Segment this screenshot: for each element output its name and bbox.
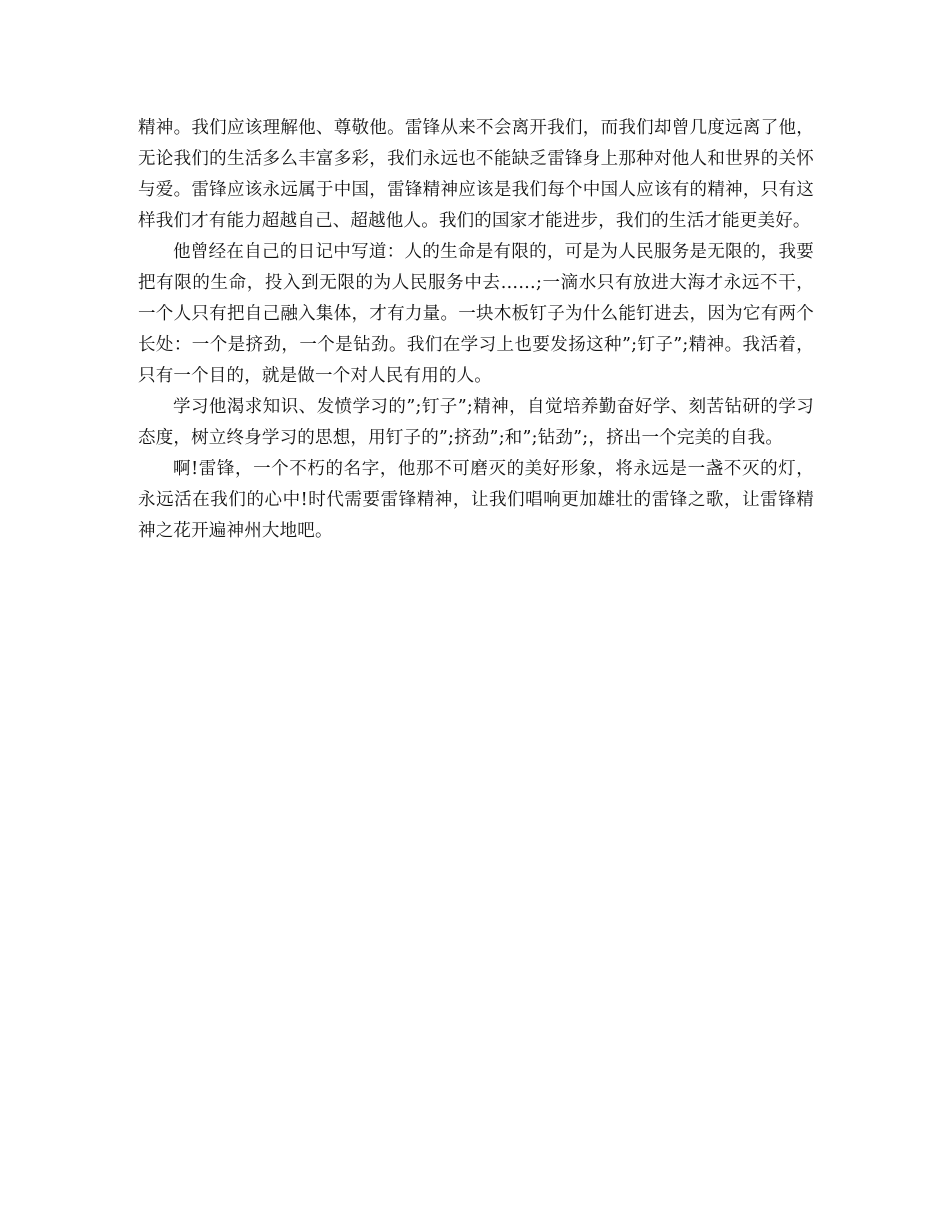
paragraph-diary-quote: 他曾经在自己的日记中写道：人的生命是有限的，可是为人民服务是无限的，我要把有限的生命，投入到无限的为人民服务中去……;一滴水只有放进大海才永远不干，一个人只有把自己融入集体，才有力量。一块木板钉子为什么能钉进去，因为它有两个长处：一个是挤劲，一个是钻劲。我们在学习上也要发扬这种”;钉子”;精神。我活着，只有一个目的，就是做一个对人民有用的人。 [138, 242, 814, 386]
paragraph-conclusion: 啊!雷锋，一个不朽的名字，他那不可磨灭的美好形象，将永远是一盏不灭的灯，永远活在我们的心中!时代需要雷锋精神，让我们唱响更加雄壮的雷锋之歌，让雷锋精神之花开遍神州大地吧。 [138, 459, 814, 541]
document-body [138, 113, 814, 547]
paragraph-continuation: 精神。我们应该理解他、尊敬他。雷锋从来不会离开我们，而我们却曾几度远离了他，无论我们的生活多么丰富多彩，我们永远也不能缺乏雷锋身上那种对他人和世界的关怀与爱。雷锋应该永远属于中国，雷锋精神应该是我们每个中国人应该有的精神，只有这样我们才有能力超越自己、超越他人。我们的国家才能进步，我们的生活才能更美好。 [138, 118, 814, 231]
paragraph-learning-spirit: 学习他渴求知识、发愤学习的”;钉子”;精神，自觉培养勤奋好学、刻苦钻研的学习态度，树立终身学习的思想，用钉子的”;挤劲”;和”;钻劲”;，挤出一个完美的自我。 [138, 397, 814, 448]
